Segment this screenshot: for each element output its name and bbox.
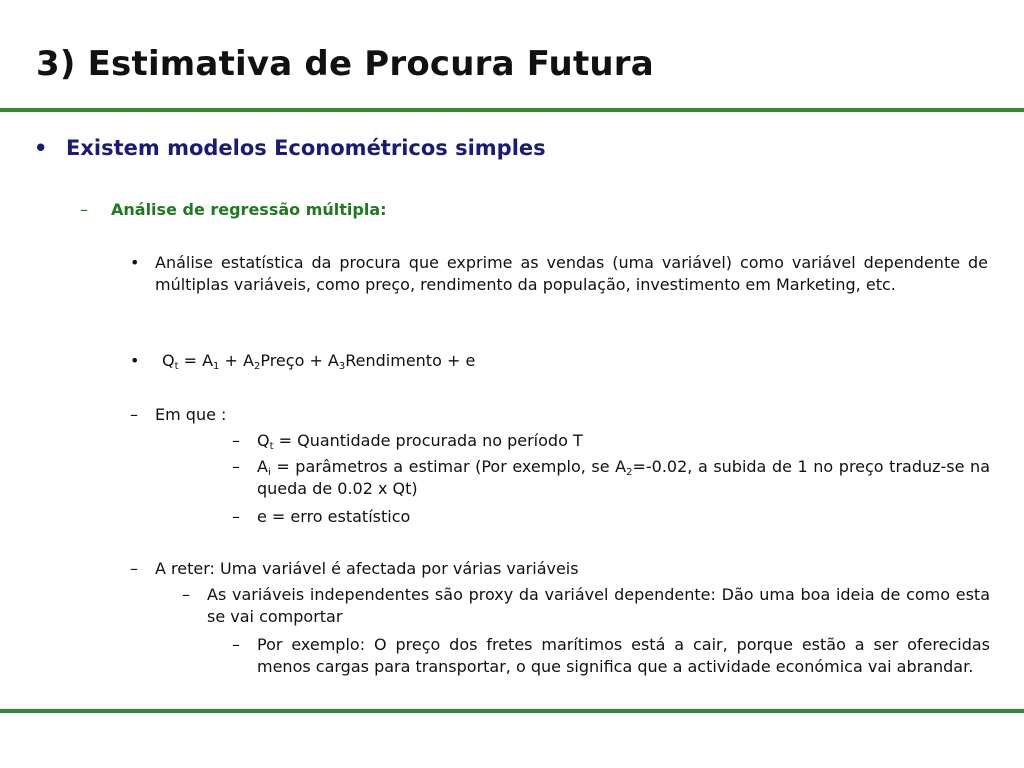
dash-icon: – xyxy=(80,200,88,219)
def-a-text: $A_i$ = parâmetros a estimar (Por exemplo, se $A_2=-0.02$, a subida de 1 no preço traduz-se na queda de 0.02 x Qt) xyxy=(257,457,990,498)
sub-heading-text: Análise de regressão múltipla: xyxy=(111,200,387,219)
dash-icon: – xyxy=(232,635,240,654)
dash-icon: – xyxy=(130,405,138,424)
dash-icon: – xyxy=(232,507,240,526)
em-que-text: Em que : xyxy=(155,405,227,424)
exemplo-text: Por exemplo: O preço dos fretes marítimos está a cair, porque estão a ser oferecidas menos cargas para transportar, o que significa que a actividade económica vai abrandar. xyxy=(257,635,990,676)
dash-icon: – xyxy=(232,457,240,476)
slide-title: 3) Estimativa de Procura Futura xyxy=(36,44,654,84)
bullet-icon: • xyxy=(130,253,140,272)
proxy-text: As variáveis independentes são proxy da variável dependente: Dão uma boa ideia de como esta se vai comportar xyxy=(207,585,990,626)
def-q-text: $Q_t$ = Quantidade procurada no período T xyxy=(257,431,583,452)
formula: $Q_t = A_1$ + $A_2Preço$ + $A_3Rendimento + e$ xyxy=(162,351,476,372)
reter-text: A reter: Uma variável é afectada por várias variáveis xyxy=(155,559,579,578)
dash-icon: – xyxy=(182,585,190,604)
dash-icon: – xyxy=(232,431,240,450)
paragraph-text: Análise estatística da procura que exprime as vendas (uma variável) como variável dependente de múltiplas variáveis, como preço, rendimento da população, investimento em Marketing, etc. xyxy=(155,253,988,294)
main-bullet-text: Existem modelos Econométricos simples xyxy=(66,136,546,160)
top-divider xyxy=(0,108,1024,112)
bullet-icon: • xyxy=(34,136,48,160)
def-e-text: e = erro estatístico xyxy=(257,507,411,526)
bullet-icon: • xyxy=(130,351,140,370)
dash-icon: – xyxy=(130,559,138,578)
bottom-divider xyxy=(0,709,1024,713)
